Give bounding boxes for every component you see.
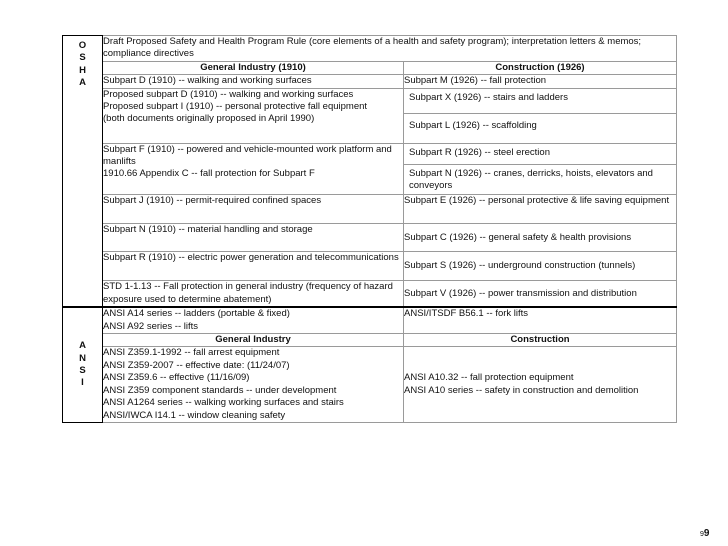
general-line: Subpart F (1910) -- powered and vehicle-mounted work platform and manlifts: [103, 143, 392, 168]
ansi-bottom-row: [63, 347, 677, 422]
table-row: [63, 281, 677, 307]
general-line: ANSI A14 series -- ladders (portable & fixed): [103, 308, 290, 320]
general-cell: [103, 88, 404, 143]
construction-line: Subpart N (1926) -- cranes, derricks, hoists, elevators and conveyors: [409, 167, 653, 192]
construction-subcell: [404, 144, 676, 164]
general-line: Subpart J (1910) -- permit-required confined spaces: [103, 195, 322, 207]
general-cell: [103, 224, 404, 252]
general-line: ANSI Z359.6 -- effective (11/16/09): [103, 372, 250, 384]
construction-line: Subpart X (1926) -- stairs and ladders: [409, 91, 568, 103]
ansi-label: [63, 307, 103, 422]
ansi-construction-header: Construction: [404, 334, 677, 347]
general-line: ANSI Z359-2007 -- effective date: (11/24/07): [103, 359, 290, 371]
page-number: [700, 528, 709, 539]
osha-letter: A: [79, 77, 86, 89]
general-line: STD 1-1.13 -- Fall protection in general industry (frequency of hazard exposure used to determine abatement): [103, 281, 393, 305]
ansi-letter: A: [79, 340, 86, 352]
general-line: Proposed subpart D (1910) -- walking and working surfaces: [103, 88, 354, 100]
general-line: ANSI/IWCA I14.1 -- window cleaning safety: [103, 409, 286, 421]
osha-construction-header: Construction (1926): [404, 61, 677, 74]
construction-subcell: [404, 113, 676, 143]
construction-line: Subpart M (1926) -- fall protection: [404, 75, 547, 87]
table-row: [63, 88, 677, 143]
construction-line: Subpart E (1926) -- personal protective & life saving equipment: [404, 195, 670, 207]
page-number-prefix: 9: [700, 531, 704, 538]
ansi-letter: S: [79, 365, 86, 377]
construction-line: Subpart R (1926) -- steel erection: [409, 146, 550, 158]
table-row: [63, 75, 677, 88]
construction-cell: [404, 224, 677, 252]
general-line: Proposed subpart I (1910) -- personal protective fall equipment: [103, 101, 368, 113]
table-row: [63, 195, 677, 224]
general-cell: [103, 75, 404, 88]
construction-subcell: [404, 164, 676, 195]
construction-line: Subpart V (1926) -- power transmission and distribution: [404, 287, 637, 299]
construction-cell: [404, 281, 677, 307]
construction-cell: [404, 195, 677, 224]
table-row: [63, 224, 677, 252]
table-row: [63, 252, 677, 281]
construction-line: ANSI/ITSDF B56.1 -- fork lifts: [404, 308, 529, 320]
ansi-general-header: General Industry: [103, 334, 404, 347]
osha-general-header: General Industry (1910): [103, 61, 404, 74]
construction-cell: [404, 88, 677, 143]
page-number-value: 9: [703, 528, 710, 539]
general-line: ANSI Z359.1-1992 -- fall arrest equipment: [103, 347, 280, 359]
general-line: ANSI A1264 series -- walking working surfaces and stairs: [103, 397, 344, 409]
general-line: Subpart D (1910) -- walking and working surfaces: [103, 75, 312, 87]
construction-cell: [404, 252, 677, 281]
general-cell: [103, 195, 404, 224]
table-row: [63, 143, 677, 195]
general-cell: [103, 307, 404, 333]
construction-subcell: [404, 89, 676, 113]
general-line: ANSI A92 series -- lifts: [103, 320, 199, 332]
construction-line: Subpart S (1926) -- underground construction (tunnels): [404, 260, 636, 272]
general-line: (both documents originally proposed in April 1990): [103, 113, 315, 125]
osha-letter: O: [78, 40, 87, 51]
general-cell: [103, 252, 404, 281]
osha-letter: H: [79, 64, 86, 76]
general-line: 1910.66 Appendix C -- fall protection for Subpart F: [103, 168, 315, 180]
osha-header-row: [63, 61, 677, 74]
ansi-top-row: [63, 307, 677, 333]
general-cell: [103, 143, 404, 195]
construction-cell: [404, 143, 677, 195]
ansi-letter: I: [81, 377, 84, 389]
construction-line: Subpart C (1926) -- general safety & health provisions: [404, 231, 632, 243]
construction-cell: [404, 307, 677, 333]
construction-line: ANSI A10.32 -- fall protection equipment: [404, 372, 574, 384]
construction-cell: [404, 347, 677, 422]
construction-line: Subpart L (1926) -- scaffolding: [409, 119, 537, 131]
general-cell: [103, 347, 404, 422]
osha-label: [63, 36, 103, 308]
osha-letter: S: [79, 52, 86, 64]
ansi-header-row: [63, 334, 677, 347]
construction-cell: [404, 75, 677, 88]
osha-note-row: [63, 36, 677, 62]
ansi-letter: N: [79, 352, 86, 364]
general-line: Subpart R (1910) -- electric power generation and telecommunications: [103, 252, 399, 264]
general-line: ANSI Z359 component standards -- under development: [103, 384, 337, 396]
standards-table: [62, 35, 677, 423]
general-cell: [103, 281, 404, 307]
osha-top-note: Draft Proposed Safety and Health Program Rule (core elements of a health and safety program); interpretation letters & memos; compliance directives: [103, 36, 677, 62]
general-line: Subpart N (1910) -- material handling and storage: [103, 224, 313, 236]
construction-line: ANSI A10 series -- safety in construction and demolition: [404, 384, 639, 396]
